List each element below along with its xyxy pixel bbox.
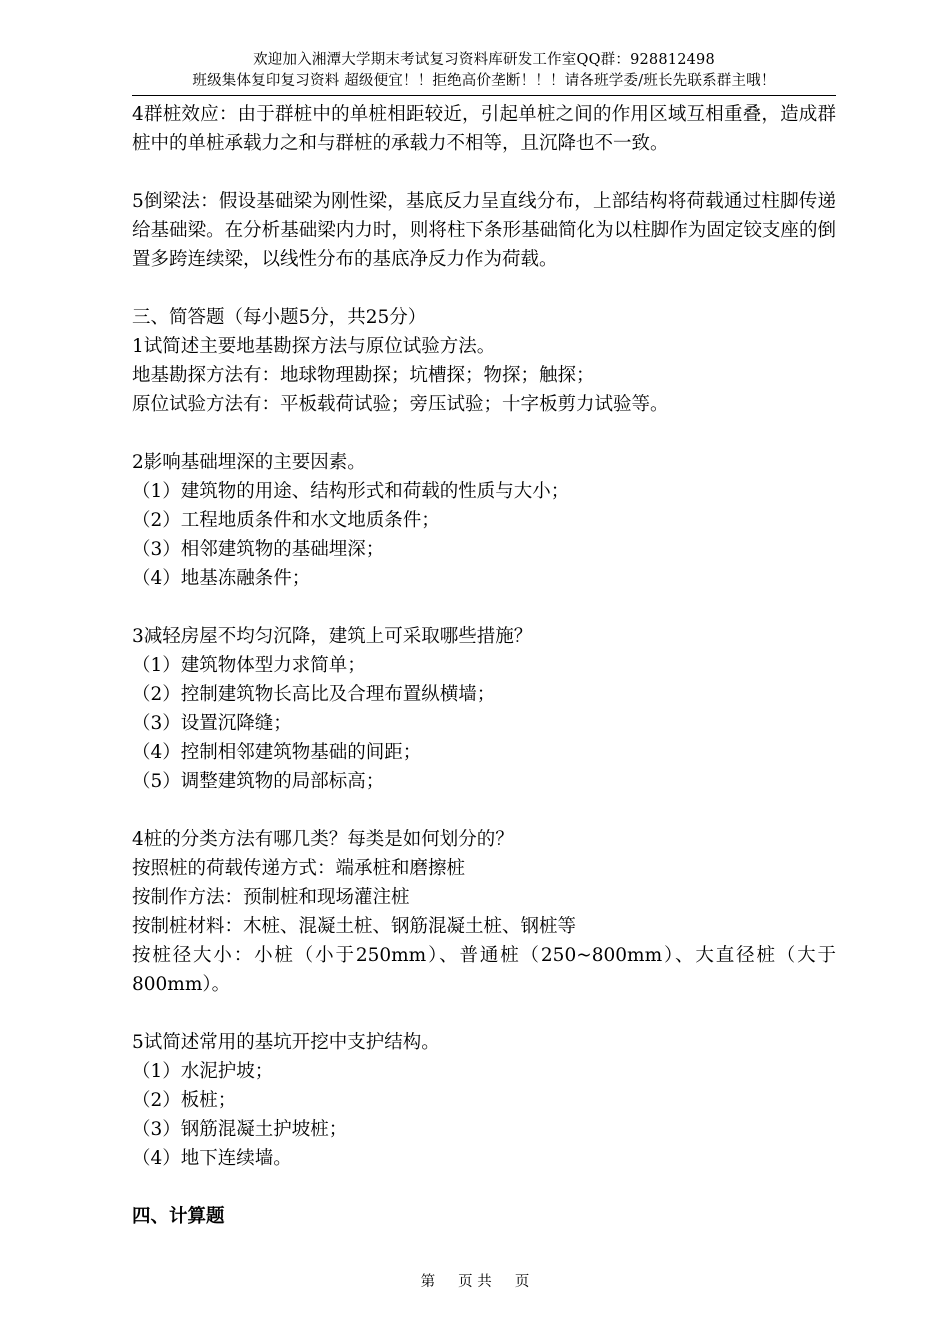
question-2-answer-line: （1）建筑物的用途、结构形式和荷载的性质与大小； xyxy=(132,481,570,502)
paragraph-gap xyxy=(132,593,836,622)
question-1-answer-line: 原位试验方法有：平板载荷试验；旁压试验；十字板剪力试验等。 xyxy=(132,394,669,415)
question-4-title: 4桩的分类方法有哪几类？每类是如何划分的？ xyxy=(132,829,514,850)
paragraph-gap xyxy=(132,274,836,303)
paragraph-gap xyxy=(132,999,836,1028)
question-5-answer-line: （4）地下连续墙。 xyxy=(132,1148,292,1169)
paragraph-gap xyxy=(132,1173,836,1202)
question-3-answer-line: （4）控制相邻建筑物基础的间距； xyxy=(132,742,422,763)
definition-inverted-beam-method: 5倒梁法：假设基础梁为刚性梁，基底反力呈直线分布，上部结构将荷载通过柱脚传递给基础梁。在分析基础梁内力时，则将柱下条形基础简化为以柱脚作为固定铰支座的倒置多跨连续梁，以线性分布的基底净反力作为荷载。 xyxy=(132,191,836,270)
paragraph-gap xyxy=(132,796,836,825)
question-5-answer-line: （1）水泥护坡； xyxy=(132,1061,274,1082)
question-3-answer-line: （5）调整建筑物的局部标高； xyxy=(132,771,385,792)
header-line-1: 欢迎加入湘潭大学期末考试复习资料库研发工作室QQ群：928812498 xyxy=(253,52,715,68)
question-2-title: 2影响基础埋深的主要因素。 xyxy=(132,452,366,473)
question-2-answer-line: （2）工程地质条件和水文地质条件； xyxy=(132,510,440,531)
question-1-title: 1试简述主要地基勘探方法与原位试验方法。 xyxy=(132,336,496,357)
question-5-answer-line: （2）板桩； xyxy=(132,1090,237,1111)
question-4-answer-line: 按桩径大小：小桩（小于250mm）、普通桩（250~800mm）、大直径桩（大于800mm）。 xyxy=(132,945,836,995)
question-3-answer-line: （3）设置沉降缝； xyxy=(132,713,292,734)
page-number-text: 第 页 共 页 xyxy=(420,1274,530,1290)
question-4-answer-line: 按照桩的荷载传递方式：端承桩和磨擦桩 xyxy=(132,858,466,879)
question-2-answer-line: （4）地基冻融条件； xyxy=(132,568,311,589)
question-5-answer-line: （3）钢筋混凝土护坡桩； xyxy=(132,1119,348,1140)
document-body xyxy=(132,100,836,1231)
question-1-answer-line: 地基勘探方法有：地球物理勘探；坑槽探；物探；触探； xyxy=(132,365,595,386)
header-line-2: 班级集体复印复习资料 超级便宜！！拒绝高价垄断！！！请各班学委/班长先联系群主哦！ xyxy=(192,73,776,89)
page-header xyxy=(132,50,836,92)
definition-group-pile-effect: 4群桩效应：由于群桩中的单桩相距较近，引起单桩之间的作用区域互相重叠，造成群桩中的单桩承载力之和与群桩的承载力不相等，且沉降也不一致。 xyxy=(132,104,836,154)
question-3-answer-line: （1）建筑物体型力求简单； xyxy=(132,655,366,676)
question-5-title: 5试简述常用的基坑开挖中支护结构。 xyxy=(132,1032,440,1053)
page-footer xyxy=(0,1272,950,1292)
paragraph-gap xyxy=(132,158,836,187)
question-4-answer-line: 按制桩材料：木桩、混凝土桩、钢筋混凝土桩、钢桩等 xyxy=(132,916,577,937)
question-4-answer-line: 按制作方法：预制桩和现场灌注桩 xyxy=(132,887,410,908)
section-3-title: 三、简答题（每小题5分，共25分） xyxy=(132,307,427,328)
question-3-title: 3减轻房屋不均匀沉降，建筑上可采取哪些措施？ xyxy=(132,626,533,647)
paragraph-gap xyxy=(132,419,836,448)
header-divider xyxy=(132,95,836,96)
section-4-title: 四、计算题 xyxy=(132,1206,225,1227)
question-2-answer-line: （3）相邻建筑物的基础埋深； xyxy=(132,539,385,560)
question-3-answer-line: （2）控制建筑物长高比及合理布置纵横墙； xyxy=(132,684,496,705)
